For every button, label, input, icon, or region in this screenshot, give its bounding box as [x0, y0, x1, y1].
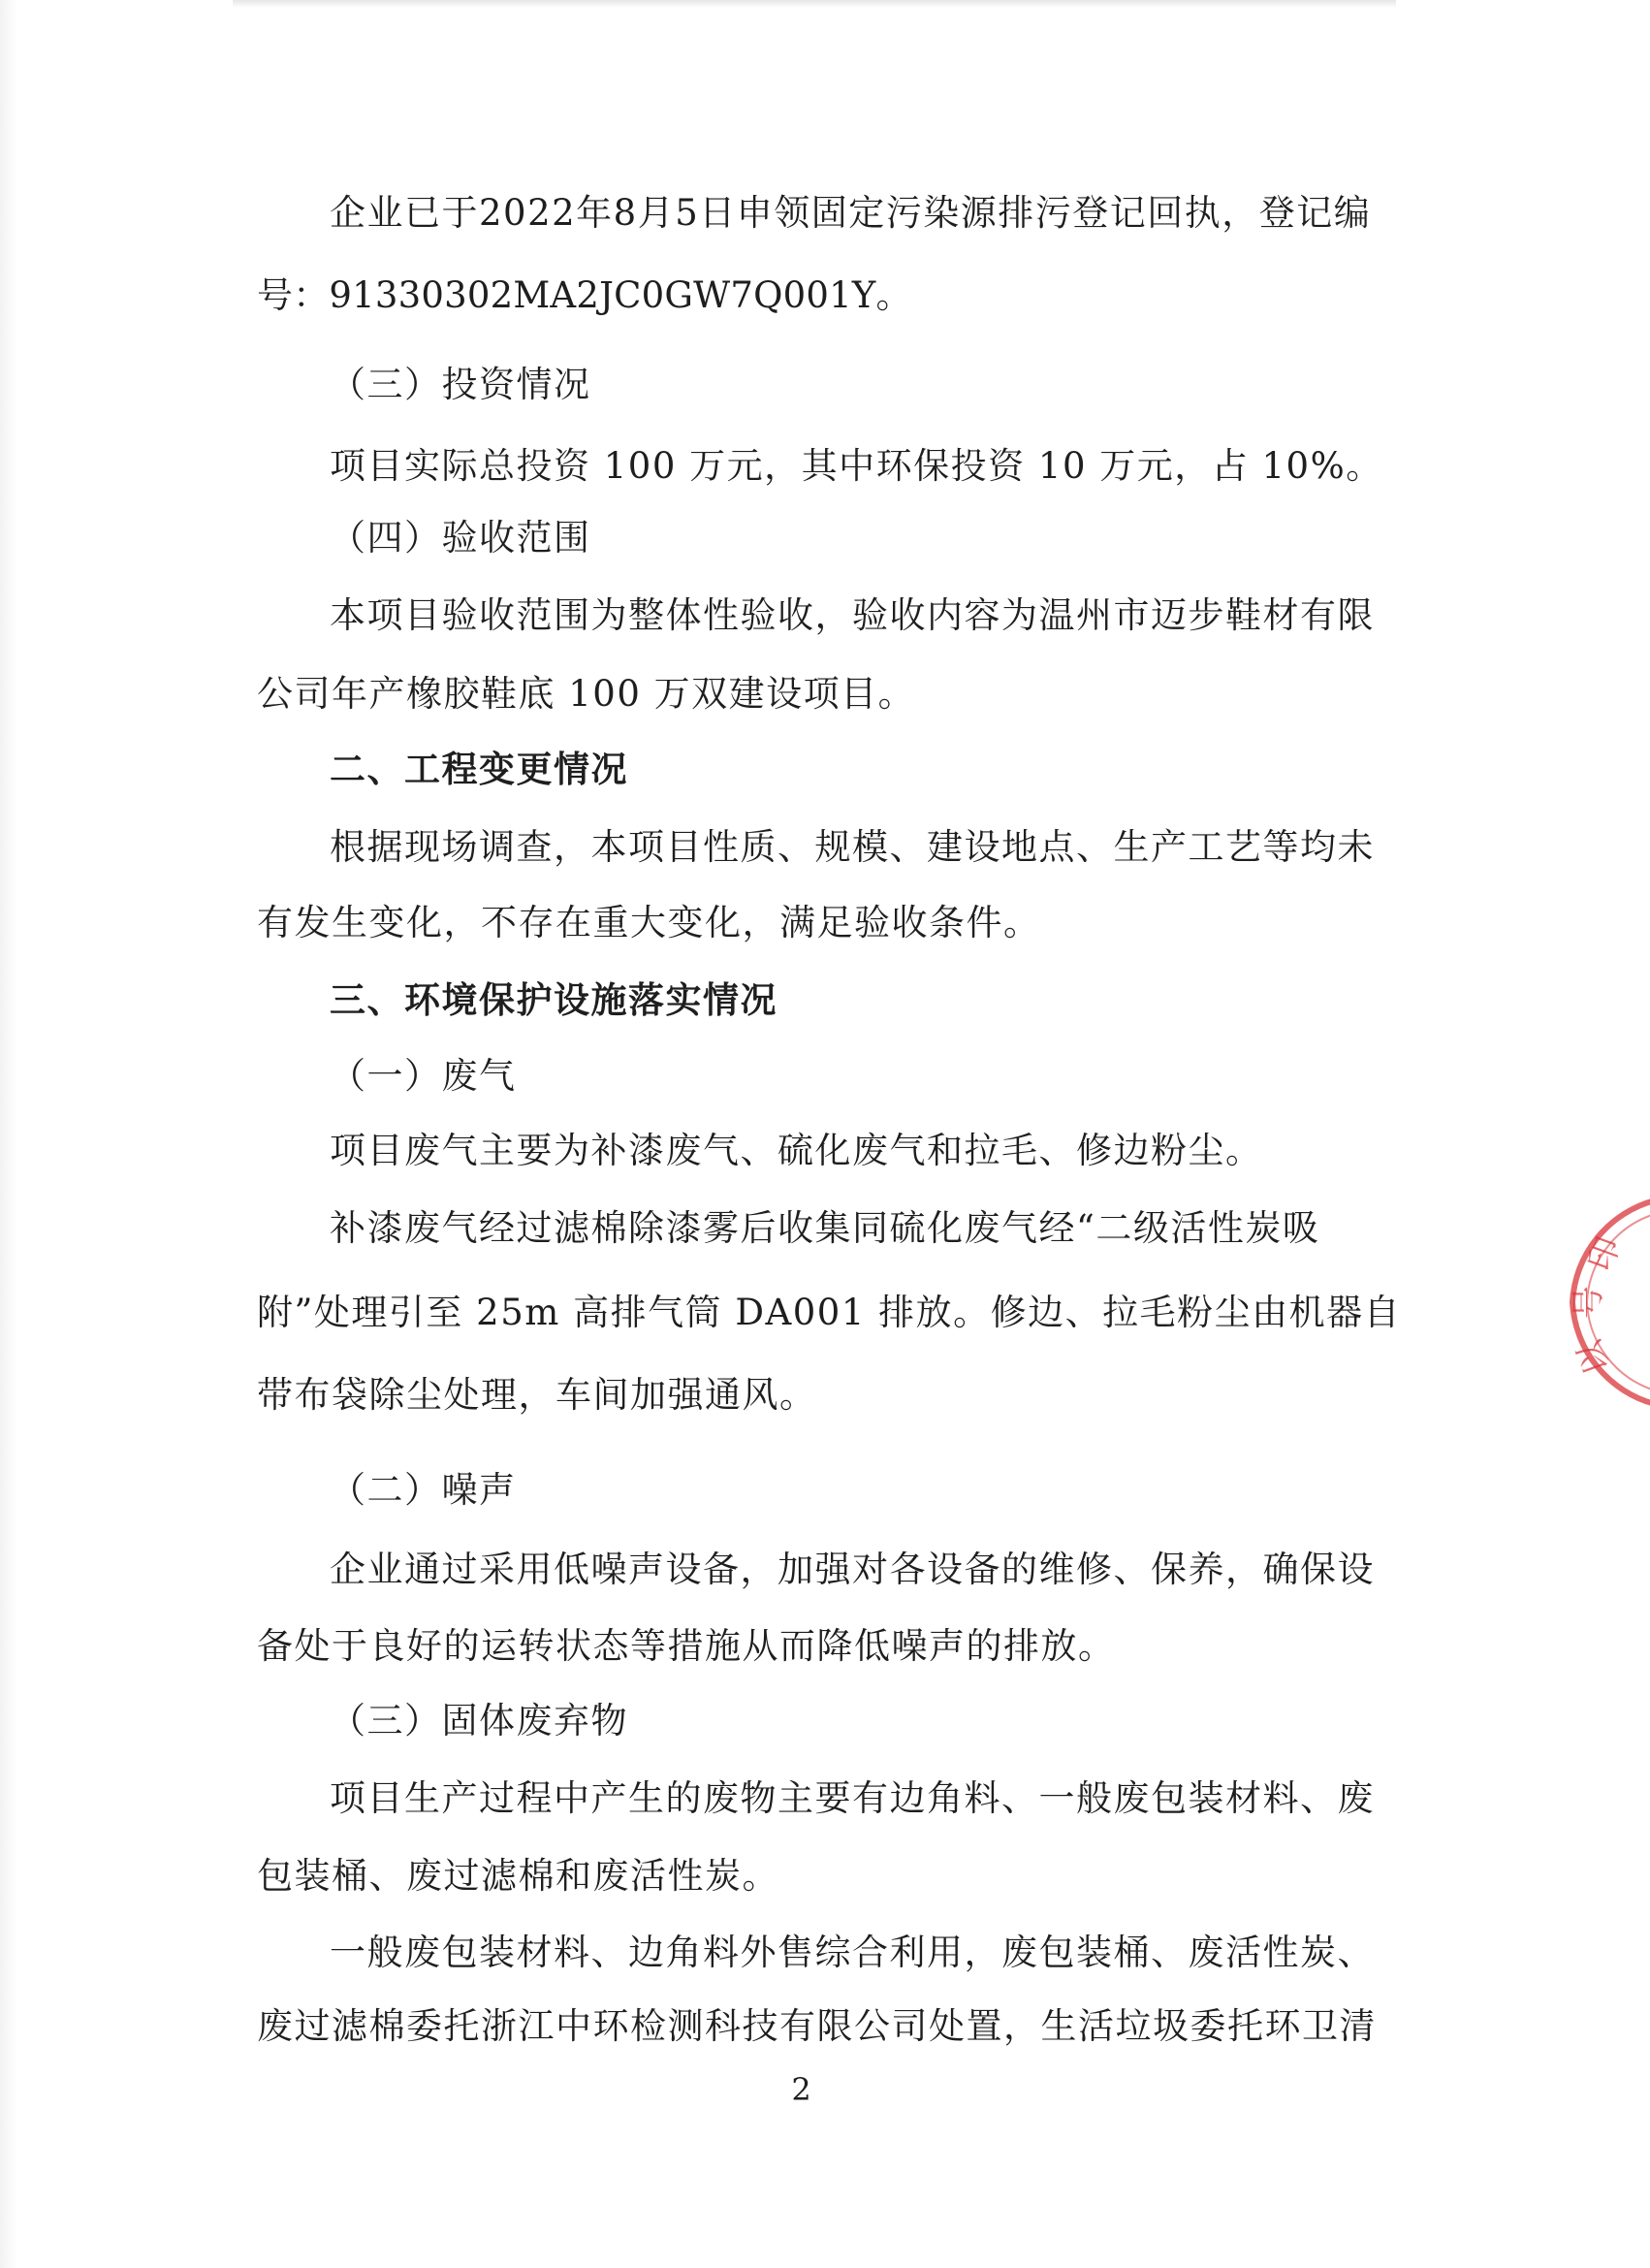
official-seal-stamp	[1534, 1181, 1650, 1423]
paragraph-line: 公司年产橡胶鞋底 100 万双建设项目。	[257, 673, 916, 715]
page-number: 2	[791, 2071, 811, 2108]
section-heading: （一）废气	[330, 1055, 517, 1097]
chapter-heading: 三、环境保护设施落实情况	[330, 978, 777, 1021]
paragraph-line: 废过滤棉委托浙江中环检测科技有限公司处置，生活垃圾委托环卫清	[257, 2005, 1377, 2047]
svg-text:以: 以	[1570, 1334, 1618, 1380]
section-heading: （三）固体废弃物	[330, 1700, 628, 1741]
paragraph-line: 有发生变化，不存在重大变化，满足验收条件。	[257, 902, 1041, 943]
paragraph-line: 项目生产过程中产生的废物主要有边角料、一般废包装材料、废	[330, 1777, 1375, 1819]
section-heading: （三）投资情况	[330, 364, 591, 405]
paragraph-line: 项目实际总投资 100 万元，其中环保投资 10 万元，占 10%。	[330, 445, 1383, 487]
paragraph-line: 包装桶、废过滤棉和废活性炭。	[257, 1855, 779, 1897]
paragraph-line: 本项目验收范围为整体性验收，验收内容为温州市迈步鞋材有限	[330, 594, 1375, 636]
svg-text:印: 印	[1580, 1231, 1630, 1277]
paragraph-line: 补漆废气经过滤棉除漆雾后收集同硫化废气经“二级活性炭吸	[330, 1207, 1320, 1249]
section-heading: （二）噪声	[330, 1469, 517, 1511]
section-heading: （四）验收范围	[330, 517, 591, 559]
paragraph-line: 附”处理引至 25m 高排气筒 DA001 排放。修边、拉毛粉尘由机器自	[257, 1292, 1402, 1333]
paragraph-line: 企业已于2022年8月5日申领固定污染源排污登记回执，登记编	[330, 192, 1372, 234]
paragraph-line: 企业通过采用低噪声设备，加强对各设备的维修、保养，确保设	[330, 1549, 1375, 1590]
scan-shadow-top	[233, 0, 1396, 8]
paragraph-line: 备处于良好的运转状态等措施从而降低噪声的排放。	[257, 1625, 1116, 1667]
paragraph-line: 根据现场调查，本项目性质、规模、建设地点、生产工艺等均未	[330, 826, 1375, 868]
svg-text:号: 号	[1570, 1286, 1608, 1319]
paragraph-line: 一般废包装材料、边角料外售综合利用，废包装桶、废活性炭、	[330, 1932, 1375, 1973]
paragraph-line: 项目废气主要为补漆废气、硫化废气和拉毛、修边粉尘。	[330, 1130, 1263, 1171]
paragraph-line: 号：91330302MA2JC0GW7Q001Y。	[257, 274, 912, 316]
chapter-heading: 二、工程变更情况	[330, 748, 628, 790]
scan-shadow-left	[0, 0, 17, 2268]
paragraph-line: 带布袋除尘处理，车间加强通风。	[257, 1374, 817, 1416]
